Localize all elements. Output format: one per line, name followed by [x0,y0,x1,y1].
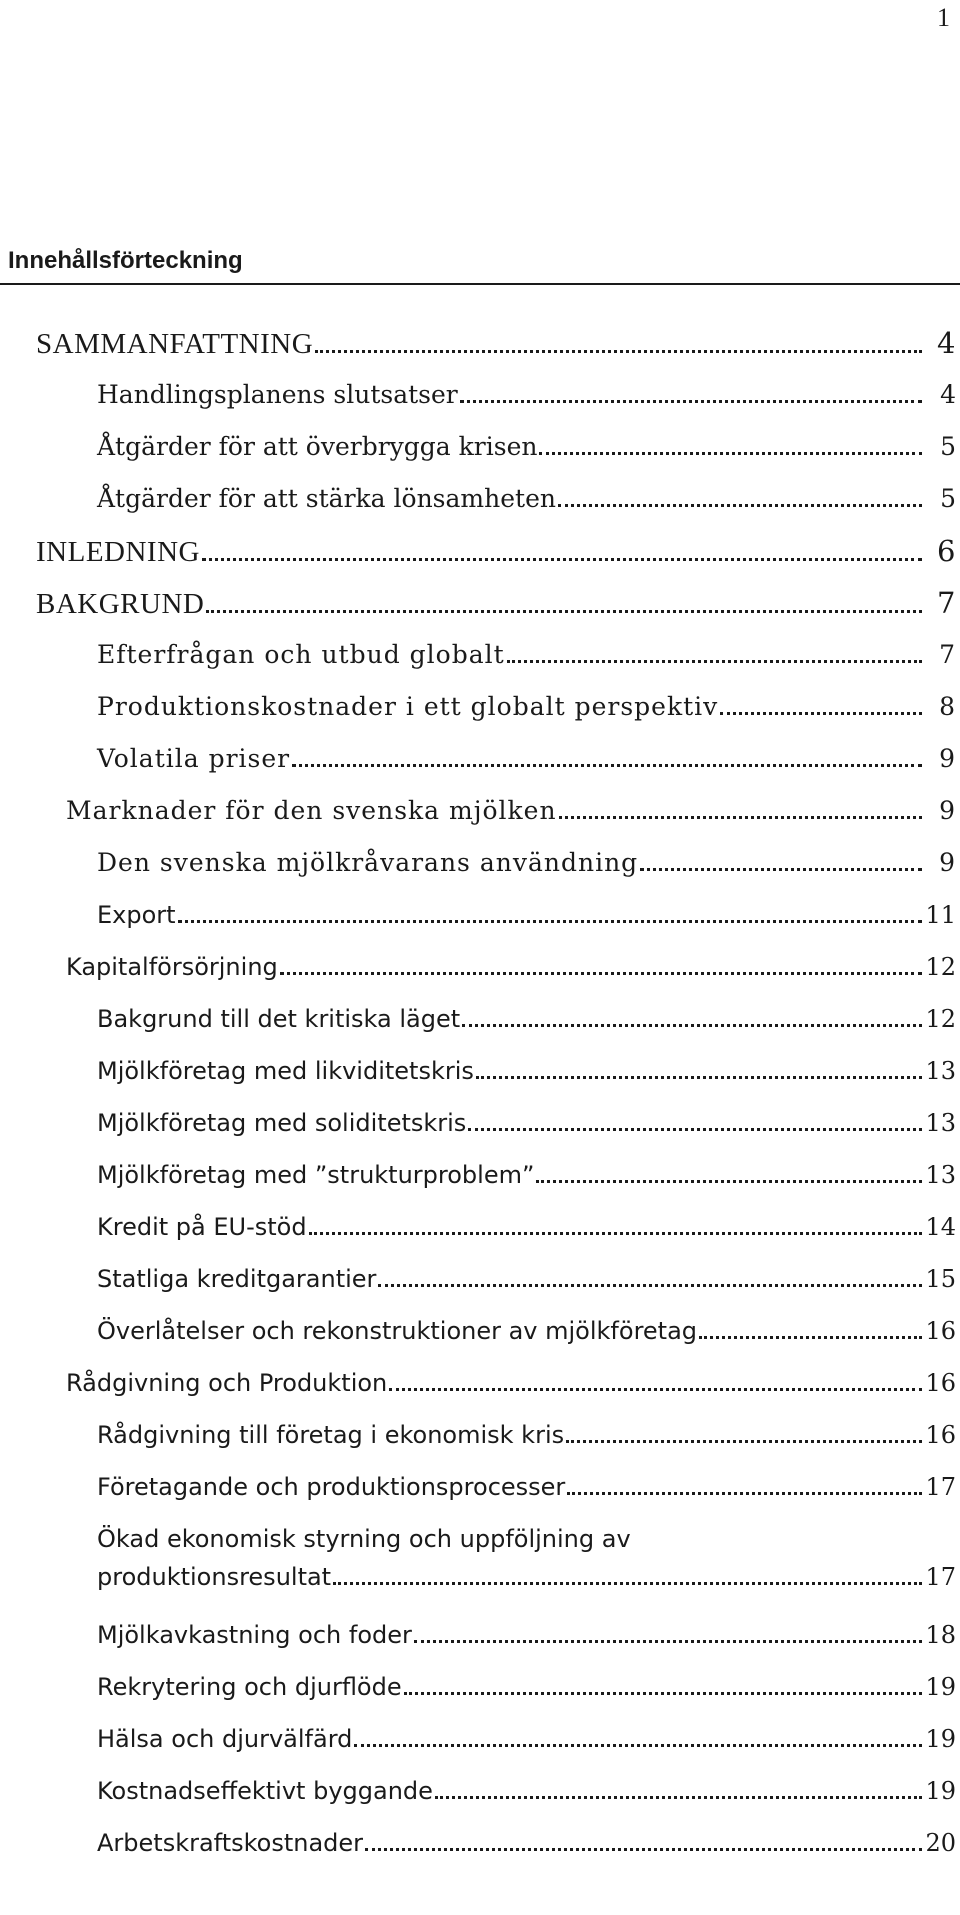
toc-leader-dots [567,1485,922,1495]
toc-leader-dots [414,1633,922,1643]
toc-entry-atgarder-overbrygga-krisen[interactable] [97,428,956,466]
toc-leader-dots [309,1225,922,1235]
toc-entry-page: 12 [925,1005,956,1033]
toc-entry-foretagande-produktionsprocesser[interactable] [97,1468,956,1506]
toc-entry-page: 7 [937,586,956,620]
toc-entry-page: 19 [925,1673,956,1701]
toc-entry-title: Export [97,901,176,929]
toc-leader-dots [178,913,922,923]
toc-leader-dots [315,343,922,353]
toc-entry-page: 5 [940,432,956,461]
toc-entry-page: 7 [939,640,956,669]
toc-leader-dots [507,653,922,663]
toc-leader-dots [365,1841,922,1851]
toc-entry-strukturproblem[interactable] [97,1156,956,1194]
toc-entry-title-line1: Ökad ekonomisk styrning och uppföljning av [97,1525,631,1553]
toc-entry-title: Mjölkföretag med soliditetskris [97,1109,467,1137]
toc-entry-halsa-djurvalfard[interactable] [97,1720,956,1758]
toc-leader-dots [460,393,922,403]
toc-leader-dots [354,1737,922,1747]
toc-entry-page: 9 [939,744,956,773]
toc-entry-title: Handlingsplanens slutsatser [97,380,458,409]
toc-leader-dots [435,1789,922,1799]
toc-entry-title: Efterfrågan och utbud globalt [97,640,505,669]
toc-leader-dots [206,603,922,613]
toc-entry-page: 5 [940,484,956,513]
toc-entry-radgivning-ekonomisk-kris[interactable] [97,1416,956,1454]
toc-entry-title: Mjölkavkastning och foder [97,1621,412,1649]
toc-entry-page: 9 [939,796,956,825]
toc-entry-marknader-svenska-mjolken[interactable] [66,792,956,830]
toc-entry-title: Arbetskraftskostnader [97,1829,364,1857]
toc-entry-title: Bakgrund till det kritiska läget [97,1005,461,1033]
toc-entry-page: 4 [940,380,956,409]
toc-entry-title: Mjölkföretag med ”strukturproblem” [97,1161,535,1189]
toc-entry-title: Rekrytering och djurflöde [97,1673,402,1701]
toc-leader-dots [536,1173,922,1183]
toc-leader-dots [280,965,922,975]
toc-entry-efterfragan-utbud[interactable] [97,636,956,674]
toc-entry-volatila-priser[interactable] [97,740,956,778]
toc-entry-page: 13 [925,1057,956,1085]
toc-entry-page: 9 [939,848,956,877]
toc-heading: Innehållsförteckning [8,247,243,274]
page-number: 1 [937,3,950,32]
toc-entry-radgivning-produktion[interactable] [66,1364,956,1402]
toc-entry-page: 18 [925,1621,956,1649]
toc-entry-page: 16 [925,1317,956,1345]
toc-leader-dots [378,1277,922,1287]
toc-leader-dots [699,1329,922,1339]
toc-entry-page: 19 [925,1777,956,1805]
toc-leader-dots [539,445,922,455]
toc-entry-page: 14 [925,1213,956,1241]
toc-entry-title: Företagande och produktionsprocesser [97,1473,566,1501]
toc-entry-title: Statliga kreditgarantier [97,1265,377,1293]
toc-entry-rekrytering-djurflode[interactable] [97,1668,956,1706]
toc-entry-title-line2: produktionsresultat [97,1563,332,1591]
toc-entry-kapitalforsorjning[interactable] [66,948,956,986]
toc-leader-dots [640,861,922,871]
toc-entry-arbetskraftskostnader[interactable] [97,1824,956,1862]
toc-entry-page: 16 [925,1369,956,1397]
toc-entry-page: 19 [925,1725,956,1753]
toc-entry-title: Den svenska mjölkråvarans användning [97,848,639,877]
toc-entry-page: 8 [939,692,956,721]
toc-entry-page: 12 [925,953,956,981]
toc-entry-mjolkravarans-anvandning[interactable] [97,844,956,882]
toc-leader-dots [468,1121,922,1131]
toc-entry-okad-ekonomisk-styrning[interactable] [97,1520,956,1596]
toc-entry-title: Rådgivning och Produktion [66,1369,388,1397]
toc-entry-title: INLEDNING [36,536,200,568]
toc-entry-produktionskostnader[interactable] [97,688,956,726]
toc-entry-statliga-kreditgarantier[interactable] [97,1260,956,1298]
toc-entry-inledning[interactable] [36,532,956,571]
toc-entry-title: Kredit på EU-stöd [97,1213,307,1241]
toc-entry-bakgrund[interactable] [36,584,956,623]
toc-leader-dots [333,1575,922,1585]
toc-leader-dots [389,1381,922,1391]
toc-leader-dots [566,1433,922,1443]
toc-entry-title: Hälsa och djurvälfärd [97,1725,353,1753]
toc-entry-title: Produktionskostnader i ett globalt perspektiv [97,692,719,721]
toc-entry-handlingsplanens-slutsatser[interactable] [97,376,956,414]
toc-leader-dots [476,1069,922,1079]
toc-entry-page: 15 [925,1265,956,1293]
toc-leader-dots [202,551,922,561]
toc-entry-title: Kapitalförsörjning [66,953,278,981]
toc-entry-bakgrund-kritiska-laget[interactable] [97,1000,956,1038]
toc-entry-atgarder-starka-lonsamheten[interactable] [97,480,956,518]
toc-entry-page: 20 [925,1829,956,1857]
toc-entry-page: 13 [925,1109,956,1137]
toc-entry-title: Marknader för den svenska mjölken [66,796,557,825]
toc-entry-title: Rådgivning till företag i ekonomisk kris [97,1421,565,1449]
toc-entry-page: 17 [925,1473,956,1501]
toc-entry-title: BAKGRUND [36,588,205,620]
toc-entry-page: 6 [937,534,956,568]
toc-leader-dots [559,809,922,819]
toc-entry-title: Åtgärder för att överbrygga krisen [97,432,538,461]
toc-entry-page: 11 [925,901,956,929]
toc-leader-dots [558,497,922,507]
toc-leader-dots [292,757,922,767]
toc-entry-title: Åtgärder för att stärka lönsamheten [97,484,556,513]
toc-entry-kostnadseffektivt-byggande[interactable] [97,1772,956,1810]
toc-entry-title: Mjölkföretag med likviditetskris [97,1057,474,1085]
toc-leader-dots [404,1685,922,1695]
toc-entry-kredit-eu-stod[interactable] [97,1208,956,1246]
toc-entry-page: 13 [925,1161,956,1189]
toc-entry-soliditetskris[interactable] [97,1104,956,1142]
toc-entry-export[interactable] [97,896,956,934]
toc-entry-title: Kostnadseffektivt byggande [97,1777,433,1805]
toc-entry-title: Överlåtelser och rekonstruktioner av mjölkföretag [97,1317,698,1345]
toc-entry-page: 4 [937,326,956,360]
toc-entry-likviditetskris[interactable] [97,1052,956,1090]
toc-entry-overlatelser-rekonstruktioner[interactable] [97,1312,956,1350]
toc-entry-page: 16 [925,1421,956,1449]
toc-entry-title: Volatila priser [97,744,291,773]
toc-leader-dots [462,1017,922,1027]
toc-entry-page: 17 [925,1563,956,1591]
toc-entry-sammanfattning[interactable] [36,324,956,363]
toc-entry-title: SAMMANFATTNING [36,328,314,360]
heading-rule [0,283,960,285]
toc-leader-dots [720,705,922,715]
toc-entry-mjolkavkastning-foder[interactable] [97,1616,956,1654]
